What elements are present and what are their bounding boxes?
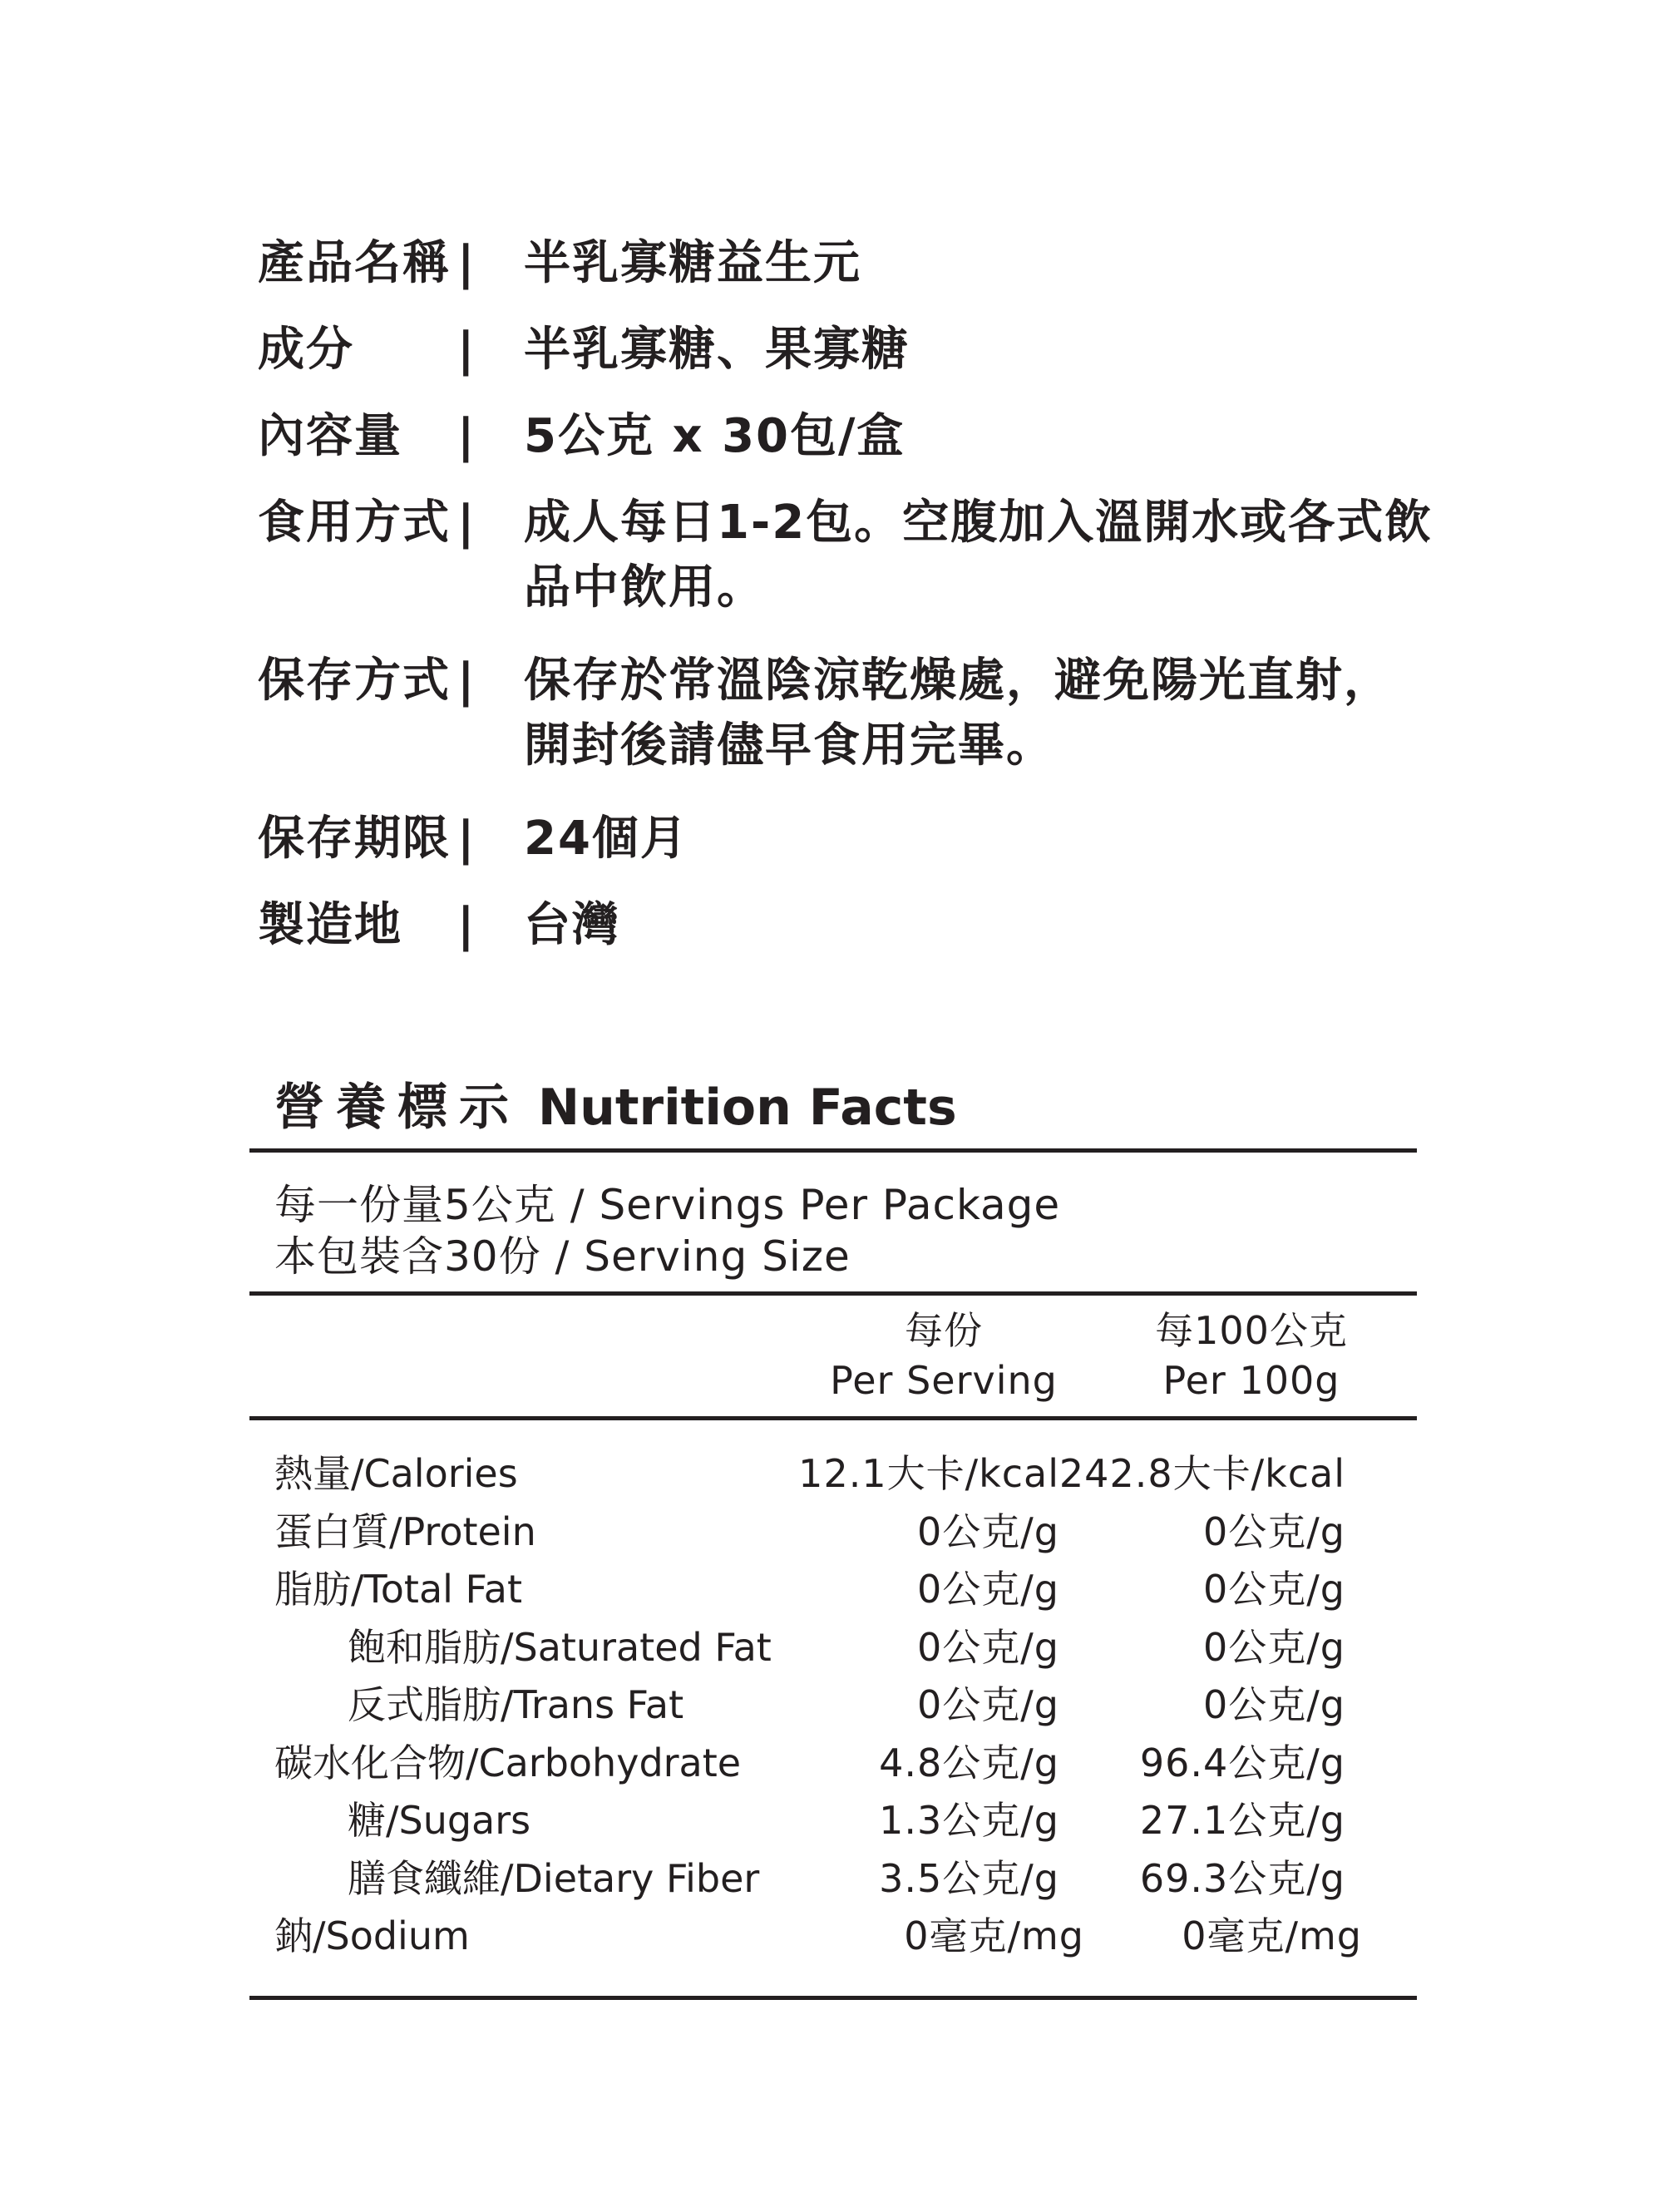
column-header-zh: 每份	[905, 1308, 983, 1353]
per-serving-value: 4.8公克/g	[879, 1740, 1059, 1785]
nutrient-name: 蛋白質/Protein	[274, 1508, 536, 1554]
nutrition-title-zh: 營養標示	[274, 1079, 521, 1137]
nutrition-row-protein	[249, 1503, 1417, 1562]
info-value: 台灣	[524, 898, 620, 952]
info-label: 製造地	[258, 898, 402, 952]
nutrient-name: 膳食纖維/Dietary Fiber	[348, 1855, 760, 1901]
nutrition-row-dietary-fiber	[249, 1850, 1417, 1908]
column-header-zh: 每100公克	[1155, 1308, 1348, 1353]
column-header-en: Per Serving	[830, 1358, 1058, 1403]
per-100g-value: 27.1公克/g	[1139, 1798, 1345, 1843]
nutrient-name: 碳水化合物/Carbohydrate	[274, 1740, 742, 1785]
info-row-shelf-life	[258, 807, 1438, 871]
nutrient-name: 脂肪/Total Fat	[274, 1567, 523, 1612]
nutrition-row-sugars	[249, 1792, 1417, 1850]
divider-header	[249, 1416, 1417, 1420]
per-serving-value: 0公克/g	[917, 1624, 1059, 1670]
divider-serving	[249, 1291, 1417, 1296]
info-value: 保存於常溫陰涼乾燥處，避免陽光直射， 開封後請儘早食用完畢。	[524, 654, 1392, 773]
info-value: 5公克 x 30包/盒	[524, 409, 906, 463]
info-row-ingredients	[258, 318, 1438, 383]
nutrition-row-carbohydrate	[249, 1735, 1417, 1793]
nutrient-name: 反式脂肪/Trans Fat	[348, 1682, 684, 1727]
nutrition-table	[249, 1445, 1417, 1966]
per-100g-value: 242.8大卡/kcal	[1058, 1451, 1345, 1496]
info-row-usage	[258, 491, 1438, 620]
info-label: 產品名稱	[258, 236, 451, 290]
column-header-per-100g	[1131, 1306, 1372, 1405]
per-serving-value: 0公克/g	[917, 1682, 1059, 1727]
per-serving-value: 0公克/g	[917, 1508, 1059, 1554]
divider-bottom	[249, 1996, 1417, 2000]
info-label: 保存方式	[258, 654, 451, 708]
nutrient-name: 鈉/Sodium	[274, 1913, 470, 1958]
info-separator: |	[457, 323, 475, 377]
nutrient-name: 熱量/Calories	[274, 1451, 518, 1496]
info-label: 食用方式	[258, 496, 451, 550]
nutrition-title-en: Nutrition Facts	[537, 1079, 957, 1137]
info-separator: |	[457, 812, 475, 866]
info-label: 成分	[258, 323, 354, 377]
per-serving-value: 1.3公克/g	[879, 1798, 1059, 1843]
per-100g-value: 0公克/g	[1203, 1624, 1345, 1670]
info-row-storage	[258, 649, 1438, 778]
serving-line-2: 本包裝含30份 / Serving Size	[274, 1232, 851, 1281]
per-100g-value: 0公克/g	[1203, 1508, 1345, 1554]
info-row-origin	[258, 893, 1438, 958]
nutrition-row-sodium	[249, 1908, 1417, 1966]
info-row-product-name	[258, 231, 1438, 296]
info-separator: |	[457, 496, 475, 550]
nutrition-row-calories	[249, 1445, 1417, 1503]
info-separator: |	[457, 409, 475, 463]
info-separator: |	[457, 236, 475, 290]
info-value: 24個月	[524, 812, 688, 866]
nutrition-row-trans-fat	[249, 1676, 1417, 1735]
per-100g-value: 0公克/g	[1203, 1567, 1345, 1612]
info-separator: |	[457, 654, 475, 708]
info-row-net-content	[258, 404, 1438, 469]
per-100g-value: 0毫克/mg	[1182, 1913, 1362, 1958]
info-value: 半乳寡糖、果寡糖	[524, 323, 910, 377]
product-info	[258, 231, 1438, 980]
info-label: 保存期限	[258, 812, 451, 866]
nutrient-name: 糖/Sugars	[348, 1798, 531, 1843]
column-header-en: Per 100g	[1162, 1358, 1340, 1403]
per-100g-value: 0公克/g	[1203, 1682, 1345, 1727]
nutrition-row-saturated-fat	[249, 1619, 1417, 1677]
info-value: 半乳寡糖益生元	[524, 236, 861, 290]
per-serving-value: 0公克/g	[917, 1567, 1059, 1612]
column-header-per-serving	[823, 1306, 1064, 1405]
per-100g-value: 96.4公克/g	[1139, 1740, 1345, 1785]
serving-line-1: 每一份量5公克 / Servings Per Package	[274, 1181, 1061, 1229]
per-100g-value: 69.3公克/g	[1139, 1855, 1345, 1901]
nutrient-name: 飽和脂肪/Saturated Fat	[348, 1624, 772, 1670]
per-serving-value: 12.1大卡/kcal	[798, 1451, 1059, 1496]
nutrition-row-total-fat	[249, 1561, 1417, 1619]
info-separator: |	[457, 898, 475, 952]
per-serving-value: 3.5公克/g	[879, 1855, 1059, 1901]
nutrition-title	[274, 1074, 957, 1141]
per-serving-value: 0毫克/mg	[904, 1913, 1084, 1958]
serving-info	[274, 1179, 1060, 1282]
info-label: 內容量	[258, 409, 402, 463]
info-value: 成人每日1-2包。空腹加入溫開水或各式飲 品中飲用。	[524, 496, 1434, 615]
divider-top	[249, 1148, 1417, 1153]
